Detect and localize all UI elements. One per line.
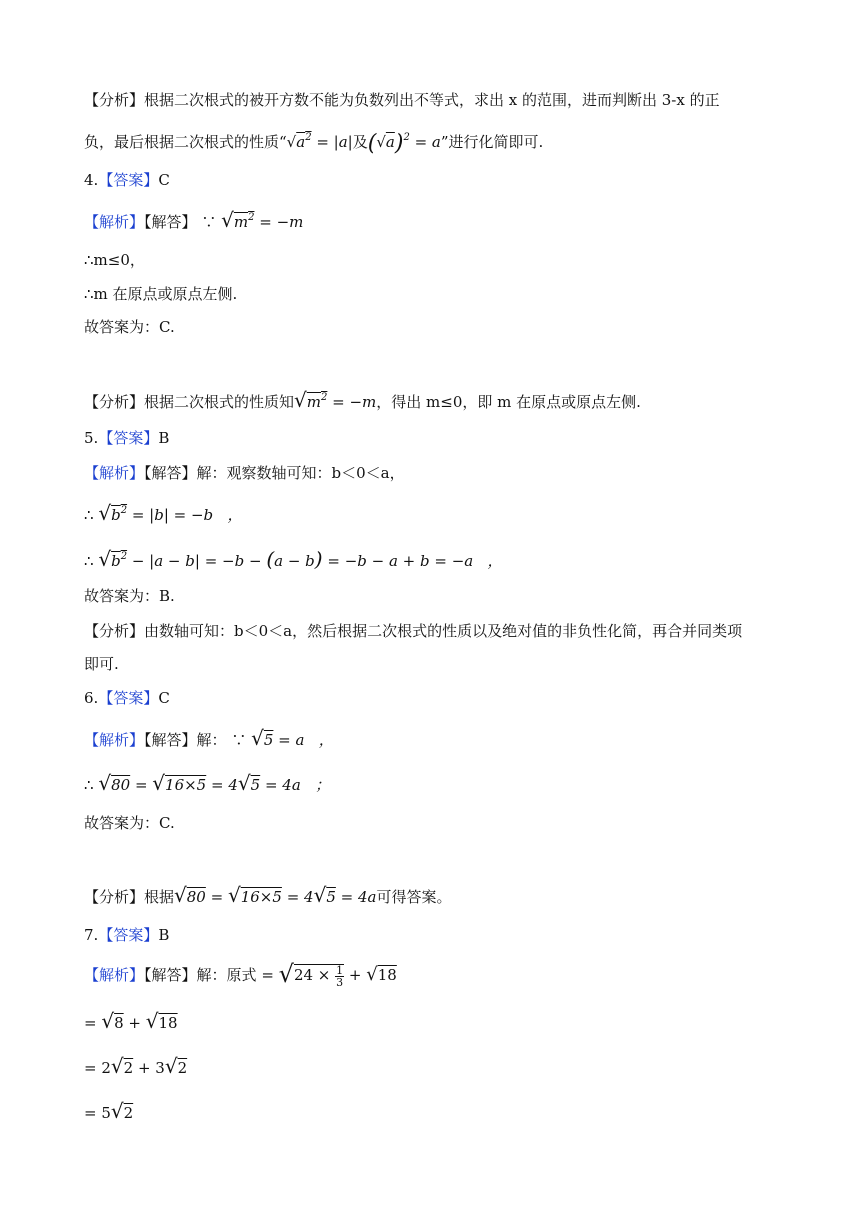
q5-line-2 (84, 500, 242, 526)
analysis-line-2 (84, 127, 543, 155)
q5-analysis-2: 即可. (84, 655, 119, 673)
q4-line-2: ∴m≤0， (84, 251, 145, 269)
q5-line-4: 故答案为：B. (84, 587, 175, 605)
question-number: 7. (84, 926, 99, 944)
analysis-text: 【分析】根据 (84, 888, 175, 906)
q6-answer-line (84, 687, 170, 709)
jieda-tag: 【解答】解：观察数轴可知：b＜0＜a， (144, 464, 405, 482)
q6-solution-line (84, 727, 334, 751)
formula-simplify: $√b^2 - |a - b| = -b - (a - b) = -b - a + b = -a$ ， (98, 547, 503, 571)
q4-analysis (84, 387, 641, 413)
q6-line-3: 故答案为：C. (84, 814, 175, 832)
q5-answer-line (84, 427, 169, 449)
q5-solution-line (84, 462, 405, 484)
jiexi-tag: 【解析】 (84, 464, 145, 482)
q6-analysis (84, 884, 452, 908)
answer-letter: B (158, 429, 170, 447)
analysis-text: 及 (352, 133, 368, 151)
q4-line-4: 故答案为：C. (84, 318, 175, 336)
therefore-symbol: ∴ (84, 506, 94, 524)
analysis-text: ”进行化简即可. (440, 133, 544, 151)
jiexi-tag: 【解析】 (84, 731, 145, 749)
q7-step-2: = 2√2 + 3√2 (84, 1054, 188, 1078)
formula-sqrt-a-squared: $(√a)^2 = a$ (367, 131, 441, 156)
because-symbol: ∵ (231, 731, 247, 749)
answer-letter: B (158, 926, 170, 944)
jiexi-tag: 【解析】 (84, 966, 145, 984)
formula-sqrt-b2: $√b^2 = |b| = -b$ ， (98, 501, 243, 525)
question-number: 4. (84, 171, 99, 189)
formula-sqrt80: √80 = √16×5 = 4√5 = 4a (174, 883, 377, 907)
analysis-line-1: 【分析】根据二次根式的被开方数不能为负数列出不等式，求出 x 的范围，进而判断出 3-x 的正 (84, 91, 720, 109)
formula-sqrt-m2: $√m^2 = -m$ (221, 208, 304, 232)
q5-line-3 (84, 546, 503, 572)
answer-letter: C (158, 689, 170, 707)
q4-line-3: ∴m 在原点或原点左侧. (84, 285, 238, 303)
answer-tag: 【答案】 (98, 171, 159, 189)
analysis-text: 可得答案。 (376, 888, 452, 906)
formula-q7-start: = √24 × $\frac{1}{3}$ + √18 (261, 960, 397, 989)
q4-solution-line (84, 207, 303, 233)
because-symbol: ∵ (201, 213, 217, 231)
q7-solution-line (84, 960, 397, 989)
answer-tag: 【答案】 (98, 429, 159, 447)
therefore-symbol: ∴ (84, 552, 94, 570)
answer-tag: 【答案】 (98, 926, 159, 944)
question-number: 6. (84, 689, 99, 707)
analysis-text: ，得出 m≤0，即 m 在原点或原点左侧. (376, 393, 641, 411)
formula-sqrt-m2: $√m^2 = -m$ (294, 388, 377, 412)
jieda-tag: 【解答】 (144, 213, 197, 231)
q7-answer-line (84, 924, 169, 946)
answer-letter: C (158, 171, 170, 189)
q6-line-2 (84, 772, 330, 796)
formula-sqrt80: √80 = √16×5 = 4√5 = 4a ； (98, 771, 331, 795)
q4-answer-line (84, 169, 170, 191)
q7-step-3: = 5√2 (84, 1099, 134, 1123)
jieda-tag: 【解答】解： (144, 731, 227, 749)
question-number: 5. (84, 429, 99, 447)
analysis-text: 负，最后根据二次根式的性质“ (84, 133, 287, 151)
analysis-text: 【分析】根据二次根式的性质知 (84, 393, 295, 411)
jiexi-tag: 【解析】 (84, 213, 145, 231)
formula-sqrt5: √5 = a ， (251, 726, 334, 750)
therefore-symbol: ∴ (84, 776, 94, 794)
answer-tag: 【答案】 (98, 689, 159, 707)
q5-analysis-1: 【分析】由数轴可知：b＜0＜a，然后根据二次根式的性质以及绝对值的非负性化简，再合并同类项 (84, 622, 743, 640)
formula-sqrt-a2: $√a^2 = |a|$ (286, 132, 353, 151)
q7-step-1: = √8 + √18 (84, 1009, 178, 1033)
jieda-tag: 【解答】解：原式 (144, 966, 257, 984)
